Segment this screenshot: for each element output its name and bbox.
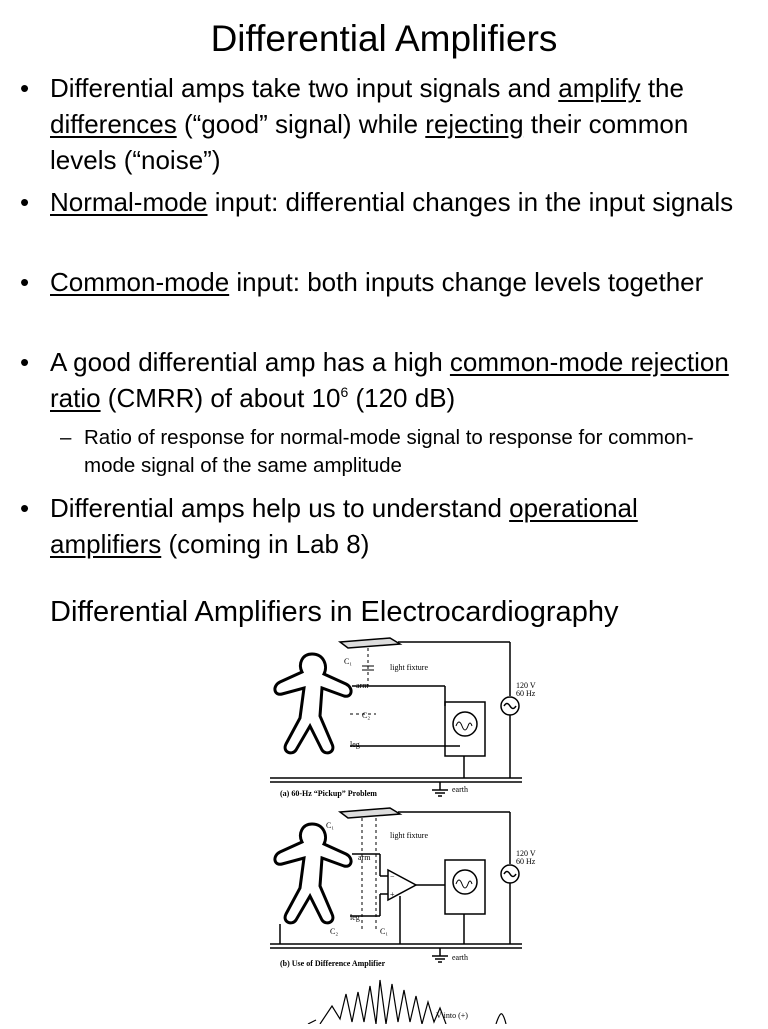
bullet-dot: •	[20, 267, 30, 297]
underlined-term-normal-mode: Normal-mode	[50, 187, 208, 217]
page-title: Differential Amplifiers	[210, 18, 558, 59]
underlined-term-cmrr: common-mode rejection ratio	[50, 347, 729, 413]
panel-a-earth-label: earth	[452, 785, 468, 794]
panel-c-label: V into (+)	[436, 1011, 468, 1020]
bullet-item-normal-mode: • Normal-mode input: differential changes in the input signals	[50, 184, 750, 220]
panel-a-c2-label: C₂	[362, 711, 371, 720]
panel-b-c2-label: C₂	[330, 927, 339, 936]
panel-a-caption: (a) 60-Hz “Pickup” Problem	[280, 789, 377, 798]
panel-b-earth-label: earth	[452, 953, 468, 962]
panel-b-arm-label: arm	[358, 853, 371, 862]
panel-b-c1b-label: C₁	[380, 927, 389, 936]
oscilloscope-icon	[445, 860, 485, 914]
panel-b-plus-label: +	[390, 890, 395, 899]
panel-a-volt-label: 120 V	[516, 681, 536, 690]
panel-a-light-label: light fixture	[390, 663, 428, 672]
panel-c-waveform	[308, 980, 506, 1024]
human-figure-icon	[275, 824, 351, 923]
panel-a-pickup-problem	[270, 638, 522, 796]
bullet-dot: •	[20, 347, 30, 377]
sub-bullet-ratio: – Ratio of response for normal-mode signal to response for common-mode signal of the same amplitude	[60, 426, 694, 477]
section-subtitle: Differential Amplifiers in Electrocardiography	[50, 596, 619, 628]
panel-b-minus-label: −	[390, 872, 395, 881]
human-figure-icon	[275, 654, 351, 753]
panel-b-leg-label: leg	[350, 913, 360, 922]
bullet-item-op-amps: • Differential amps help us to understand operational amplifiers (coming in Lab 8)	[50, 490, 750, 562]
panel-a-hz-label: 60 Hz	[516, 689, 536, 698]
panel-b-hz-label: 60 Hz	[516, 857, 536, 866]
oscilloscope-icon	[445, 702, 485, 756]
ecg-figure	[240, 634, 550, 1024]
bullet-dot: •	[20, 493, 30, 523]
underlined-term-amplify: amplify	[558, 73, 641, 103]
panel-a-arm-label: arm	[356, 681, 369, 690]
sub-bullet-dash: –	[60, 426, 72, 449]
panel-b-caption: (b) Use of Difference Amplifier	[280, 959, 386, 968]
underlined-term-rejecting: rejecting	[425, 109, 524, 139]
bullet-item-cmrr: • A good differential amp has a high common-mode rejection ratio (CMRR) of about $10^6$ (120 dB)	[50, 344, 750, 420]
panel-b-volt-label: 120 V	[516, 849, 536, 858]
bullet-item-differential-amps: • Differential amps take two input signals and amplify the differences (“good” signal) while rejecting their common levels (“noise”)	[50, 70, 750, 178]
light-fixture-icon	[340, 638, 400, 648]
underlined-term-operational-amplifiers: operational amplifiers	[50, 493, 638, 559]
panel-a-leg-label: leg	[350, 740, 360, 749]
bullet-item-common-mode: • Common-mode input: both inputs change levels together	[50, 264, 750, 300]
underlined-term-differences: differences	[50, 109, 177, 139]
bullet-dot: •	[20, 187, 30, 217]
panel-b-light-label: light fixture	[390, 831, 428, 840]
exponent: 6	[340, 384, 349, 400]
underlined-term-common-mode: Common-mode	[50, 267, 230, 297]
noisy-signal-trace	[320, 980, 446, 1024]
bullet-dot: •	[20, 73, 30, 103]
panel-a-c1-label: C₁	[344, 657, 353, 666]
panel-b-c1-label: C₁	[326, 821, 335, 830]
light-fixture-icon	[340, 808, 400, 818]
